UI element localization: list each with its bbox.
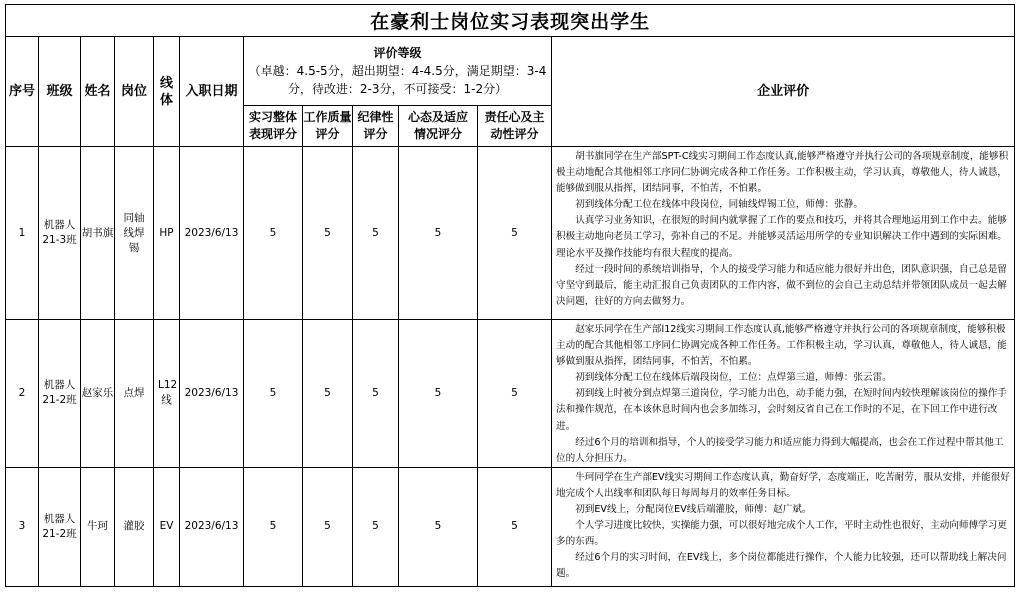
cell-quality: 5 xyxy=(303,147,353,320)
comment-paragraph: 初到线体分配工位在线体后端段岗位，工位：点焊第三道，师傅：张云雷。 xyxy=(575,372,892,384)
cell-name: 胡书旗 xyxy=(81,147,115,320)
cell-seq: 1 xyxy=(6,147,39,320)
rating-header xyxy=(244,37,552,106)
cell-class: 机器人21-2班 xyxy=(39,467,81,586)
title-row xyxy=(6,5,1015,37)
header-overall: 实习整体表现评分 xyxy=(244,106,303,147)
comment-paragraph: 个人学习进度比较快，实操能力强，可以很好地完成个人工作，平时主动性也很好，主动向师傅学习更多的东西。 xyxy=(556,520,1007,548)
rating-title: 评价等级 xyxy=(373,45,422,60)
cell-name: 赵家乐 xyxy=(81,320,115,468)
cell-seq: 2 xyxy=(6,320,39,468)
cell-discipline: 5 xyxy=(353,320,399,468)
header-name: 姓名 xyxy=(81,37,115,147)
cell-attitude: 5 xyxy=(399,320,478,468)
cell-discipline: 5 xyxy=(353,467,399,586)
cell-comment xyxy=(552,320,1015,468)
cell-line: EV xyxy=(154,467,180,586)
header-seq: 序号 xyxy=(6,37,39,147)
cell-date: 2023/6/13 xyxy=(180,467,244,586)
header-quality: 工作质量评分 xyxy=(303,106,353,147)
cell-post: 同轴线焊锡 xyxy=(115,147,154,320)
comment-paragraph: 经过6个月的培训和指导，个人的接受学习能力和适应能力得到大幅提高，也会在工作过程中帮其他工位的人分担压力。 xyxy=(556,436,1004,464)
cell-responsibility: 5 xyxy=(478,320,552,468)
table-row xyxy=(6,320,1015,468)
spreadsheet xyxy=(5,4,1014,587)
header-row-1 xyxy=(6,37,1015,106)
cell-post: 灌胶 xyxy=(115,467,154,586)
cell-overall: 5 xyxy=(244,320,303,468)
cell-class: 机器人21-2班 xyxy=(39,320,81,468)
comment-paragraph: 经过一段时间的系统培训指导，个人的接受学习能力和适应能力很好并出色，团队意识强，自己总是留守坚守到最后，能主动汇报自己负责团队的工作内容，做不到位的会自己主动总结并带领团队成员一起去解决问题，往好的方向去做努力。 xyxy=(556,263,1007,307)
cell-attitude: 5 xyxy=(399,467,478,586)
comment-paragraph: 初到EV线上，分配岗位EV线后端灌胶，师傅：赵广斌。 xyxy=(575,504,812,516)
header-class: 班级 xyxy=(39,37,81,147)
cell-overall: 5 xyxy=(244,467,303,586)
header-date: 入职日期 xyxy=(180,37,244,147)
cell-line: L12线 xyxy=(154,320,180,468)
comment-paragraph: 经过6个月的实习时间，在EV线上，多个岗位都能进行操作，个人能力比较强，还可以帮助线上解决问题。 xyxy=(556,552,1007,580)
comment-paragraph: 初到线体分配工位在线体中段岗位，同轴线焊锡工位，师傅：张静。 xyxy=(575,199,863,211)
cell-responsibility: 5 xyxy=(478,147,552,320)
cell-quality: 5 xyxy=(303,467,353,586)
comment-paragraph: 胡书旗同学在生产部SPT-C线实习期间工作态度认真,能够严格遵守并执行公司的各项规章制度，能够积极主动地配合其他相邻工序同仁协调完成各种工作任务。工作积极主动，学习认真，尊敬他人，待人诚恳，能够做到服从指挥，团结同事，不怕苦，不怕累。 xyxy=(556,151,1009,195)
header-attitude: 心态及适应情况评分 xyxy=(399,106,478,147)
student-table xyxy=(5,4,1015,587)
cell-date: 2023/6/13 xyxy=(180,147,244,320)
header-post: 岗位 xyxy=(115,37,154,147)
rating-description: （卓越：4.5-5分，超出期望：4-4.5分，满足期望：3-4分，待改进：2-3分，不可接受：1-2分） xyxy=(248,63,547,96)
cell-attitude: 5 xyxy=(399,147,478,320)
header-responsibility: 责任心及主动性评分 xyxy=(478,106,552,147)
comment-paragraph: 牛珂同学在生产部EV线实习期间工作态度认真，勤奋好学，态度端正，吃苦耐劳，服从安排，并能很好地完成个人出线率和团队每日每周每月的效率任务目标。 xyxy=(556,471,1010,499)
cell-discipline: 5 xyxy=(353,147,399,320)
comment-paragraph: 认真学习业务知识，在很短的时间内就掌握了工作的要点和技巧，并将其合理地运用到工作中去。能够积极主动地向老员工学习，弥补自己的不足。并能够灵活运用所学的专业知识解决工作中遇到的实际困难。理论水平及操作技能均有很大程度的提高。 xyxy=(556,215,1007,259)
cell-seq: 3 xyxy=(6,467,39,586)
cell-line: HP xyxy=(154,147,180,320)
cell-comment xyxy=(552,147,1015,320)
table-row xyxy=(6,147,1015,320)
cell-comment xyxy=(552,467,1015,586)
cell-quality: 5 xyxy=(303,320,353,468)
cell-class: 机器人21-3班 xyxy=(39,147,81,320)
header-comment: 企业评价 xyxy=(552,37,1015,147)
cell-responsibility: 5 xyxy=(478,467,552,586)
comment-paragraph: 初到线上时被分到点焊第三道岗位，学习能力出色，动手能力强，在短时间内较快理解该岗位的操作手法和操作规范，在本该休息时间内也会多加练习，会时刻反省自己在工作时的不足，在下回工作中进行改进。 xyxy=(556,388,1007,432)
page-title: 在豪利士岗位实习表现突出学生 xyxy=(6,5,1015,37)
comment-paragraph: 赵家乐同学在生产部l12线实习期间工作态度认真,能够严格遵守并执行公司的各项规章制度，能够积极主动的配合其他相邻工序同仁协调完成各种工作任务。工作积极主动，学习认真，尊敬他人，待人诚恳，能够做到服从指挥，团结同事，不怕苦，不怕累。 xyxy=(556,324,1007,368)
header-discipline: 纪律性评分 xyxy=(353,106,399,147)
cell-overall: 5 xyxy=(244,147,303,320)
header-line: 线体 xyxy=(154,37,180,147)
table-row xyxy=(6,467,1015,586)
cell-name: 牛珂 xyxy=(81,467,115,586)
cell-post: 点焊 xyxy=(115,320,154,468)
cell-date: 2023/6/13 xyxy=(180,320,244,468)
